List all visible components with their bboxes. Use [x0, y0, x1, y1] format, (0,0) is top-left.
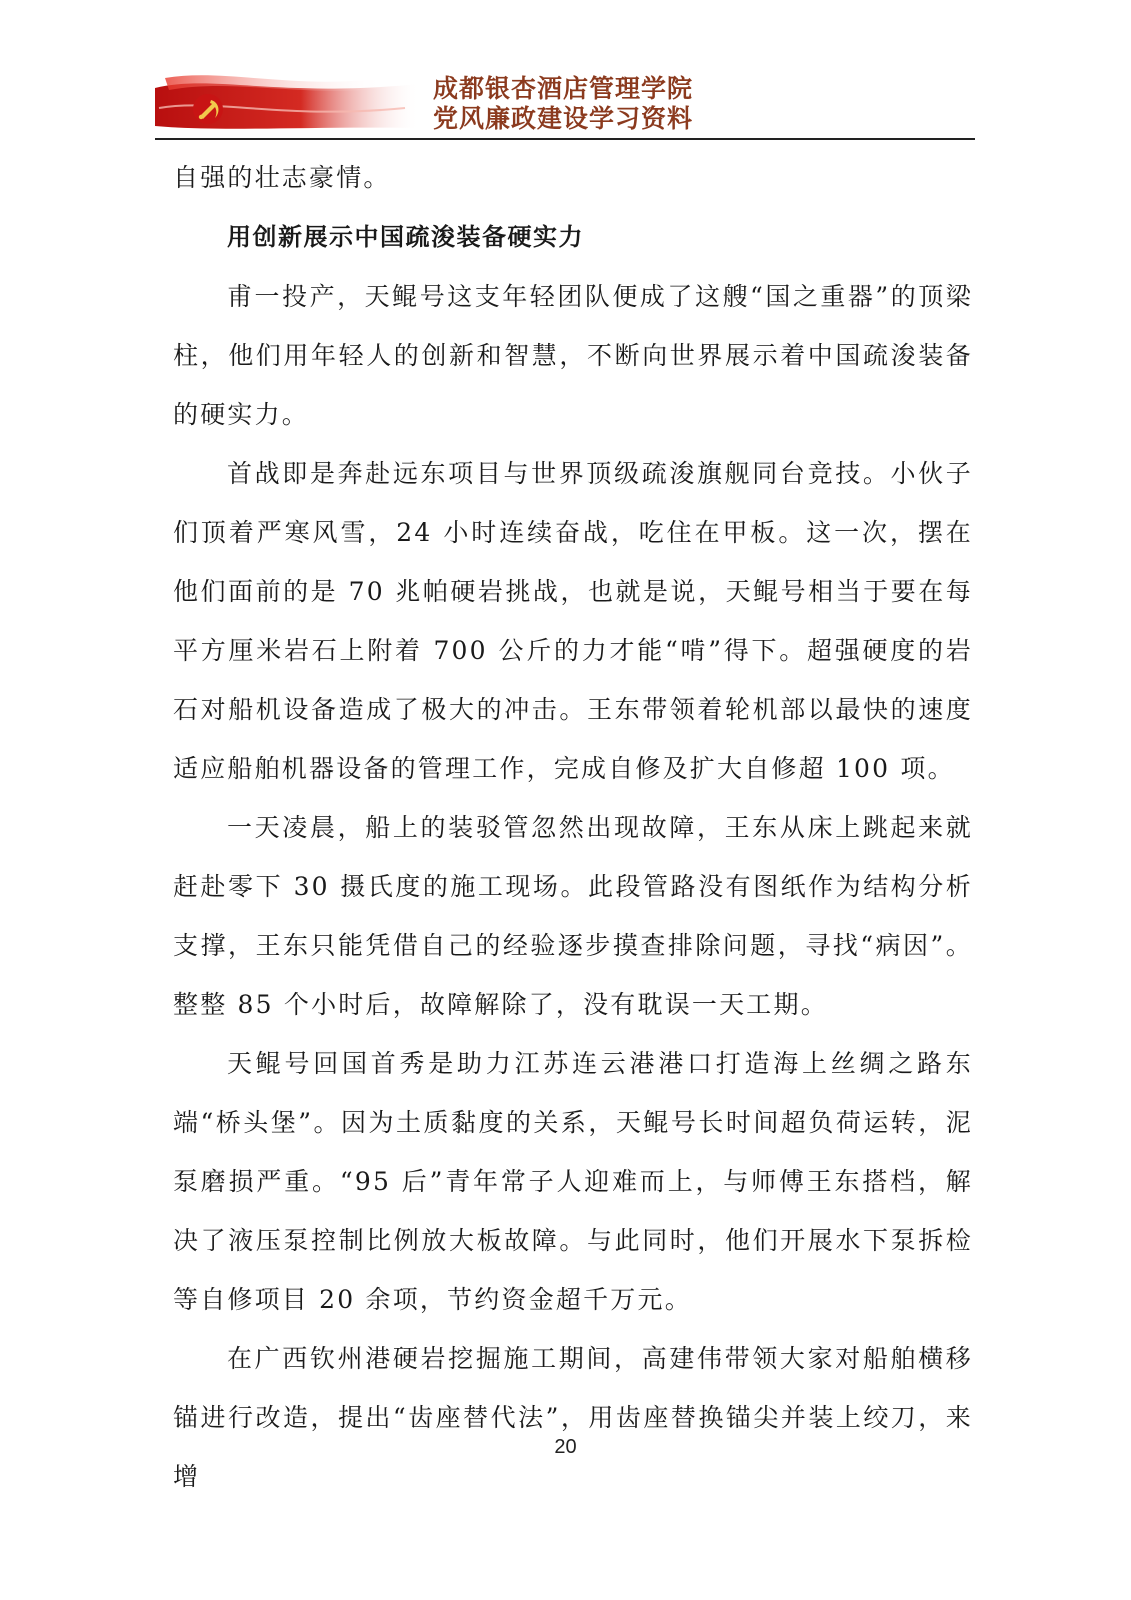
paragraph: 在广西钦州港硬岩挖掘施工期间，高建伟带领大家对船舶横移锚进行改造，提出“齿座替代法”，用齿座替换锚尖并装上绞刀，来增 [173, 1344, 973, 1491]
party-emblem-icon [191, 92, 225, 126]
paragraph: 一天凌晨，船上的装驳管忽然出现故障，王东从床上跳起来就赶赴零下 30 摄氏度的施工现场。此段管路没有图纸作为结构分析支撑，王东只能凭借自己的经验逐步摸查排除问题，寻找“病因”。整整 85 个小时后，故障解除了，没有耽误一天工期。 [173, 813, 973, 1019]
header-title-line1: 成都银杏酒店管理学院 [433, 74, 694, 103]
paragraph-continued: 自强的壮志豪情。 [173, 163, 391, 192]
document-body [173, 148, 973, 1506]
header-titles [433, 74, 693, 134]
paragraph: 天鲲号回国首秀是助力江苏连云港港口打造海上丝绸之路东端“桥头堡”。因为土质黏度的关系，天鲲号长时间超负荷运转，泥泵磨损严重。“95 后”青年常子人迎难而上，与师傅王东搭档，解决了液压泵控制比例放大板故障。与此同时，他们开展水下泵拆检等自修项目 20 余项，节约资金超千万元。 [173, 1049, 973, 1314]
section-heading: 用创新展示中国疏浚装备硬实力 [227, 223, 584, 251]
paragraph: 甫一投产，天鲲号这支年轻团队便成了这艘“国之重器”的顶梁柱，他们用年轻人的创新和智慧，不断向世界展示着中国疏浚装备的硬实力。 [173, 282, 973, 429]
header-banner [155, 68, 420, 132]
page-number: 20 [554, 1436, 577, 1458]
page-header [155, 68, 975, 142]
header-title-line2: 党风廉政建设学习资料 [433, 104, 694, 133]
header-rule [155, 138, 975, 140]
paragraph: 首战即是奔赴远东项目与世界顶级疏浚旗舰同台竞技。小伙子们顶着严寒风雪，24 小时连续奋战，吃住在甲板。这一次，摆在他们面前的是 70 兆帕硬岩挑战，也就是说，天鲲号相当于要在每平方厘米岩石上附着 700 公斤的力才能“啃”得下。超强硬度的岩石对船机设备造成了极大的冲击。王东带领着轮机部以最快的速度适应船舶机器设备的管理工作，完成自修及扩大自修超 100 项。 [173, 459, 973, 783]
